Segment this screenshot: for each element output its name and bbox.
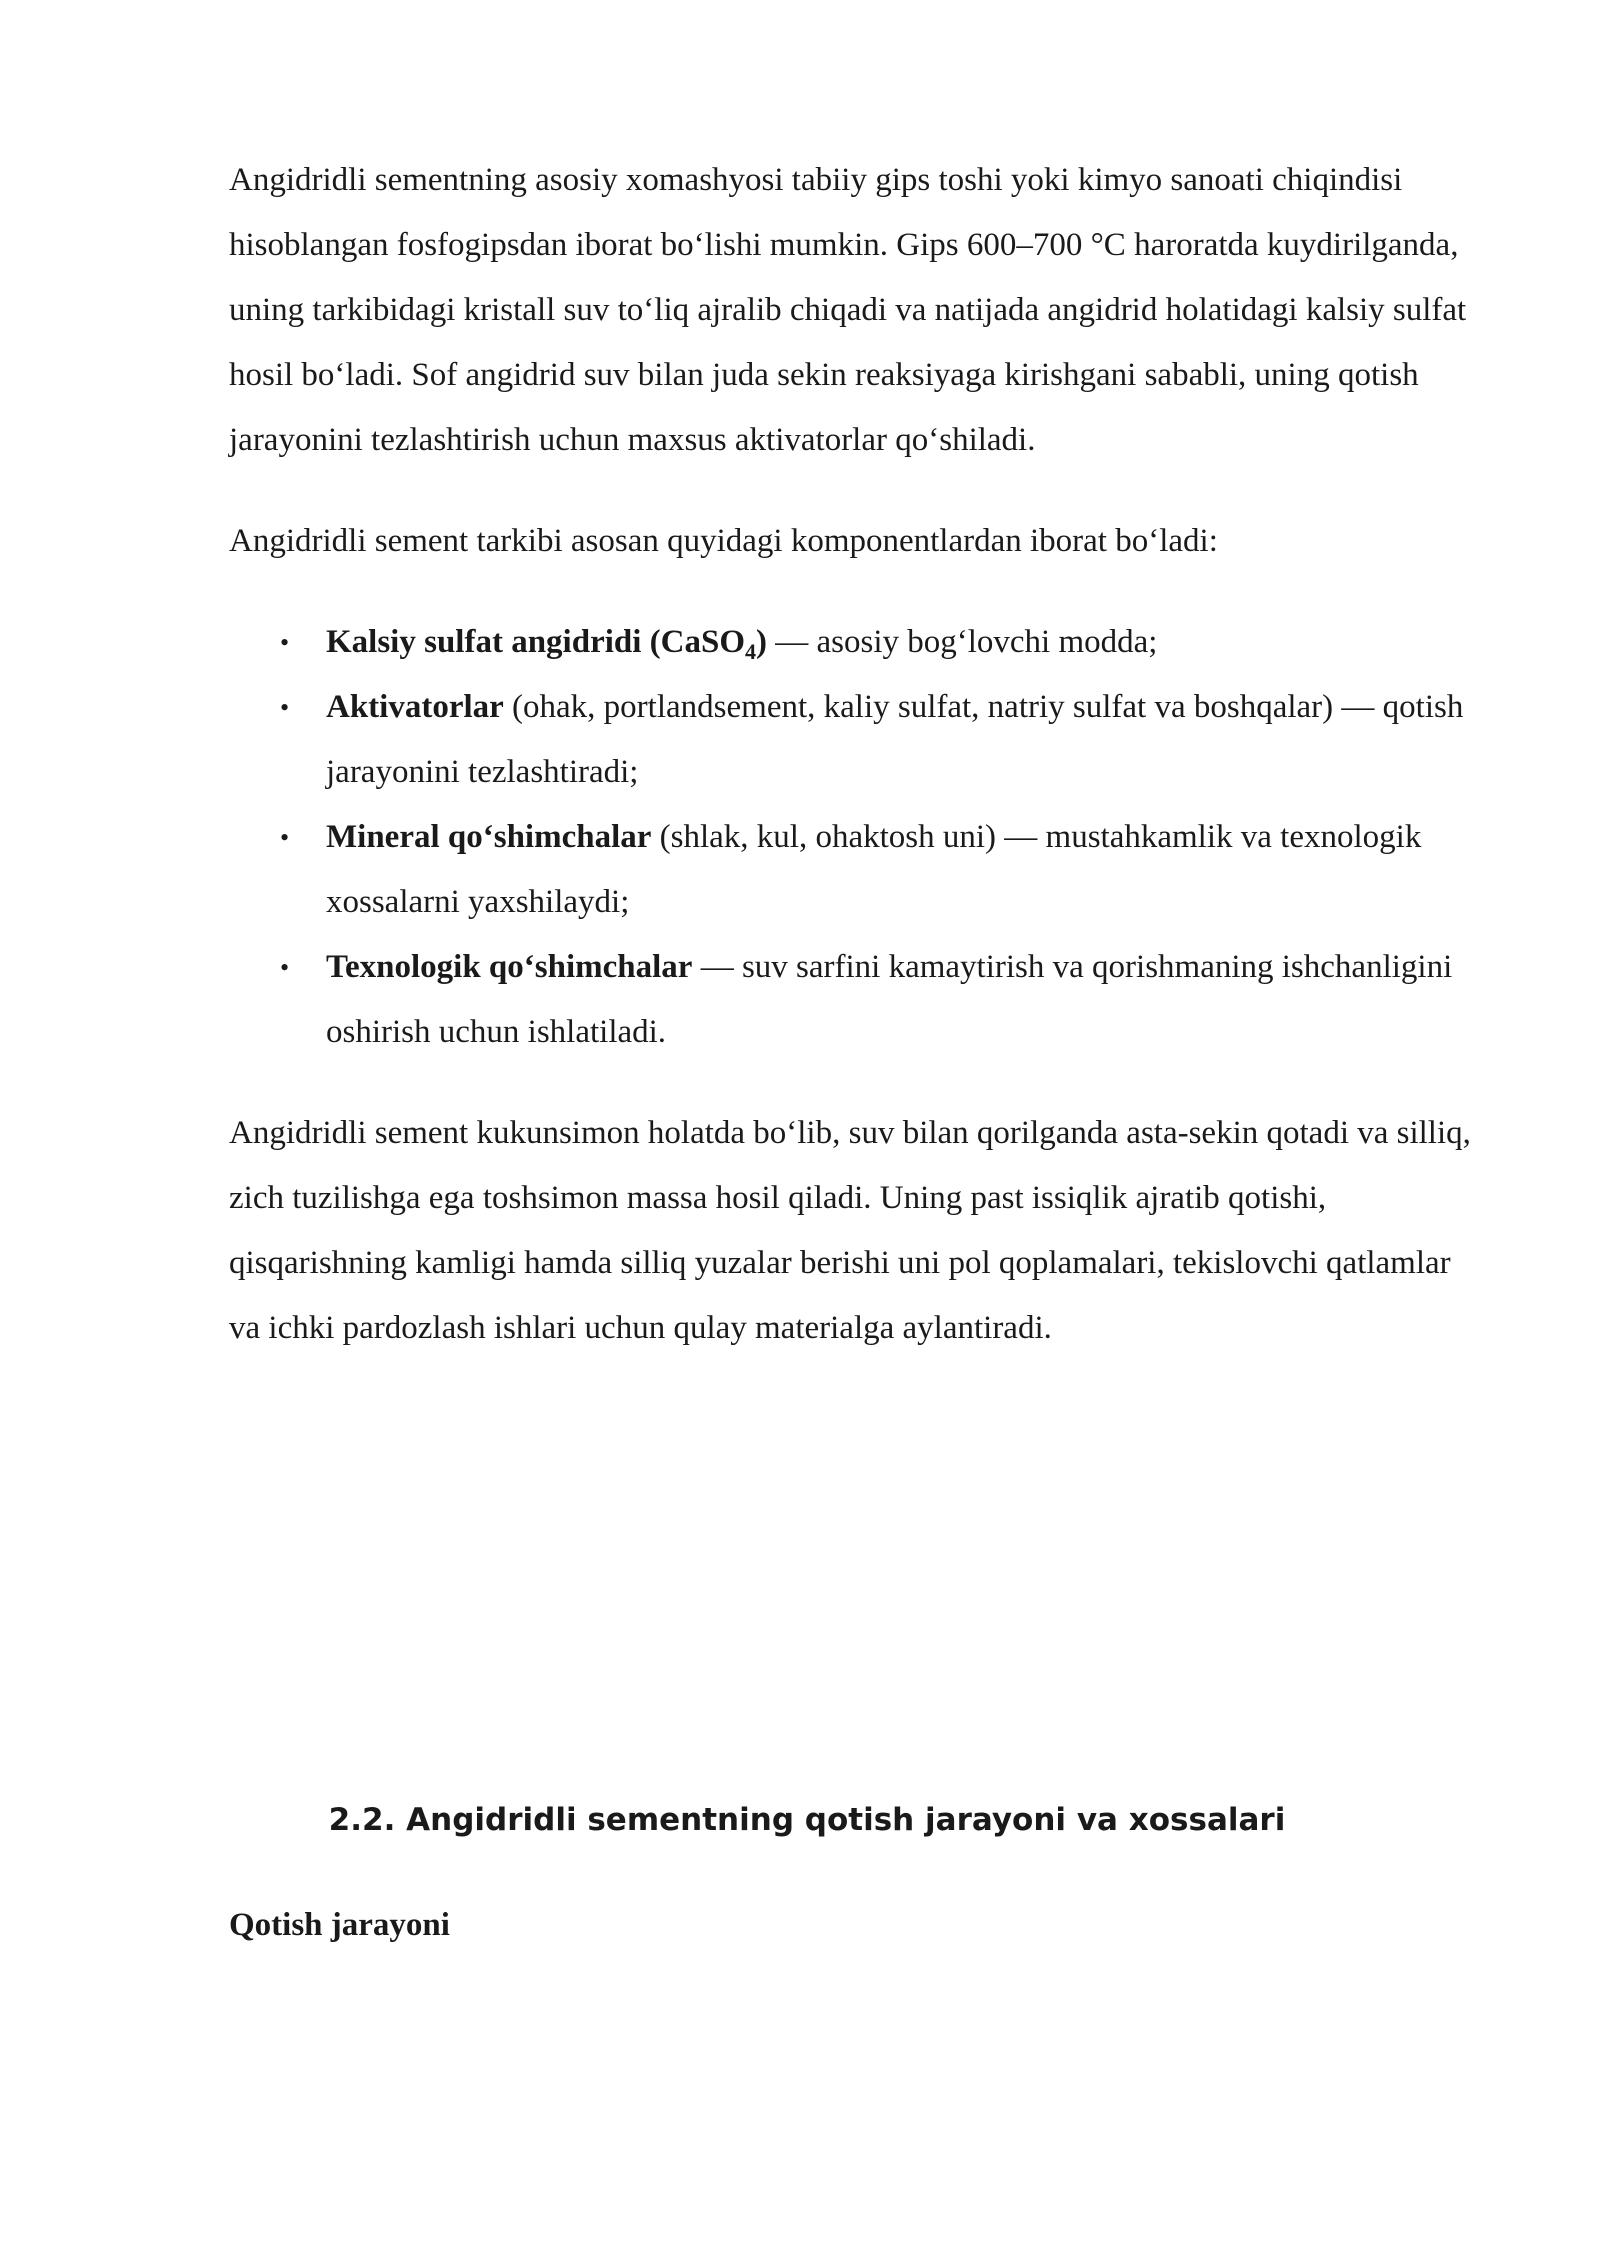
document-body xyxy=(229,148,1489,1361)
list-item xyxy=(229,675,1489,805)
list-item-term: Texnologik qo‘shimchalar xyxy=(326,949,693,985)
list-item-text: — suv sarfini kamaytirish va qorishmaning ishchanligini oshirish uchun ishlatiladi. xyxy=(326,949,1453,1050)
list-item-term: Kalsiy sulfat angidridi (CaSO$_4$) xyxy=(326,624,767,664)
paragraph-composition-intro: Angidridli sement tarkibi asosan quyidagi komponentlardan iborat bo‘ladi: xyxy=(229,523,1218,559)
paragraph-properties: Angidridli sement kukunsimon holatda bo‘lib, suv bilan qorilganda asta-sekin qotadi va silliq, zich tuzilishga ega toshsimon massa hosil qiladi. Uning past issiqlik ajratib qotishi, qisqarishning kamligi hamda silliq yuzalar berishi uni pol qoplamalari, tekislovchi qatlamlar va ichki pardozlash ishlari uchun qulay materialga aylantiradi. xyxy=(229,1115,1471,1346)
composition-list xyxy=(229,610,1489,1065)
list-item-term: Aktivatorlar xyxy=(326,689,504,725)
list-item-text: — asosiy bog‘lovchi modda; xyxy=(767,624,1158,660)
list-item xyxy=(229,610,1489,675)
list-item xyxy=(229,935,1489,1065)
list-item xyxy=(229,805,1489,935)
bullet-icon: • xyxy=(280,953,290,982)
list-item-term: Mineral qo‘shimchalar xyxy=(326,819,652,855)
subscript: 4 xyxy=(745,639,756,664)
bullet-icon: • xyxy=(280,628,290,657)
bullet-icon: • xyxy=(280,693,290,722)
paragraph-raw-materials: Angidridli sementning asosiy xomashyosi tabiiy gips toshi yoki kimyo sanoati chiqindisi hisoblangan fosfogipsdan iborat bo‘lishi mumkin. Gips 600–700 °C haroratda kuydirilganda, uning tarkibidagi kristall suv to‘liq ajralib chiqadi va natijada angidrid holatidagi kalsiy sulfat hosil bo‘ladi. Sof angidrid suv bilan juda sekin reaksiyaga kirishgani sababli, uning qotish jarayonini tezlashtirish uchun maxsus aktivatorlar qo‘shiladi. xyxy=(229,162,1467,458)
bullet-icon: • xyxy=(280,823,290,852)
list-item-text: (shlak, kul, ohaktosh uni) — mustahkamlik va texnologik xossalarni yaxshilaydi; xyxy=(326,819,1422,920)
section-heading: 2.2. Angidridli sementning qotish jarayoni va xossalari xyxy=(328,1802,1286,1838)
subheading: Qotish jarayoni xyxy=(229,1907,450,1943)
list-item-text: (ohak, portlandsement, kaliy sulfat, natriy sulfat va boshqalar) — qotish jarayonini tezlashtiradi; xyxy=(326,689,1464,790)
